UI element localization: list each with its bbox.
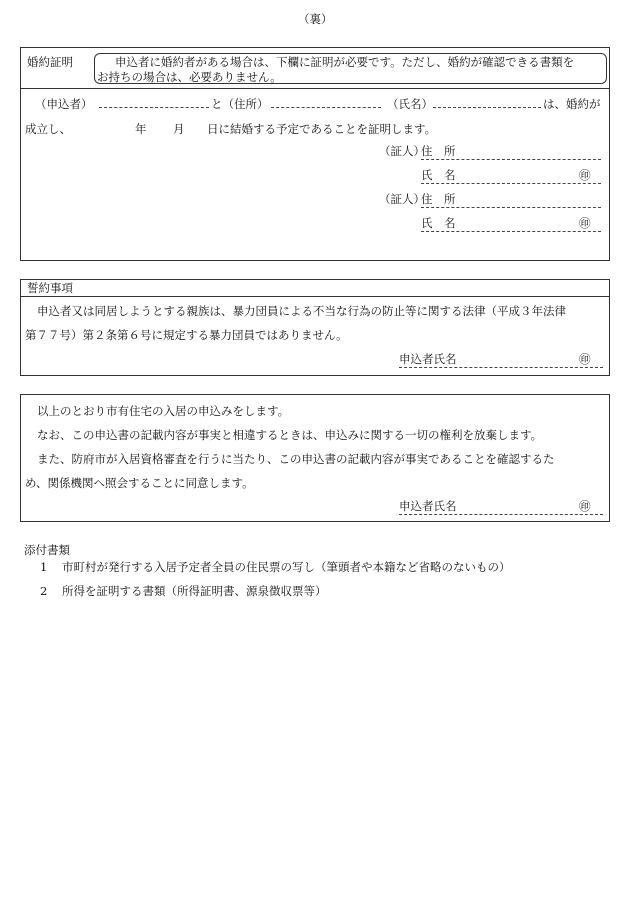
established-label: 成立し、: [25, 122, 71, 136]
witness1-seal-mark: ㊞: [579, 168, 591, 182]
certify-text: 日に結婚する予定であることを証明します。: [207, 122, 437, 136]
witness1-name-field[interactable]: [421, 182, 601, 184]
engaged-label: は、婚約が: [543, 97, 601, 111]
oath-signature-field[interactable]: [399, 366, 603, 368]
witness1-label: （証人）: [379, 144, 425, 158]
year-label: 年: [135, 122, 147, 136]
witness2-name-field[interactable]: [421, 230, 601, 232]
address-field[interactable]: [271, 106, 381, 108]
name-label: （氏名）: [387, 97, 433, 111]
oath-line1: 申込者又は同居しようとする親族は、暴力団員による不当な行為の防止等に関する法律（平成３年法律: [37, 304, 566, 318]
application-signature-label: 申込者氏名: [399, 499, 457, 513]
attachment-item-1-text: 市町村が発行する入居予定者全員の住民票の写し（筆頭者や本籍など省略のないもの）: [62, 560, 511, 574]
name-field[interactable]: [433, 106, 541, 108]
witness1-name-label: 氏 名: [421, 168, 456, 182]
oath-signature-label: 申込者氏名: [399, 352, 457, 366]
witness2-address-field[interactable]: [421, 206, 601, 208]
engagement-note-line2: お持ちの場合は、必要ありません。: [97, 70, 282, 84]
oath-divider: [21, 296, 609, 297]
application-section: [20, 394, 610, 522]
witness2-address-label: 住 所: [421, 192, 456, 206]
engagement-title: 婚約証明: [27, 55, 73, 69]
attachment-item-1-num: 1: [40, 560, 48, 574]
month-label: 月: [173, 122, 185, 136]
witness2-seal-mark: ㊞: [579, 216, 591, 230]
attachments-title: 添付書類: [24, 543, 70, 557]
attachment-item-2-num: 2: [40, 584, 48, 598]
oath-line2: 第７７号）第２条第６号に規定する暴力団員ではありません。: [25, 328, 348, 342]
engagement-note-line1: 申込者に婚約者がある場合は、下欄に証明が必要です。ただし、婚約が確認できる書類を: [115, 55, 575, 69]
engagement-divider: [21, 88, 609, 89]
address-label: と（住所）: [211, 97, 269, 111]
oath-title: 誓約事項: [27, 281, 73, 295]
witness2-label: （証人）: [379, 192, 425, 206]
engagement-section: [20, 47, 610, 261]
application-line2: なお、この申込書の記載内容が事実と相違するときは、申込みに関する一切の権利を放棄します。: [37, 428, 543, 442]
witness2-name-label: 氏 名: [421, 216, 456, 230]
witness1-address-label: 住 所: [421, 144, 456, 158]
applicant-field[interactable]: [99, 106, 209, 108]
application-signature-field[interactable]: [399, 513, 603, 515]
page-header: （裏）: [298, 12, 333, 26]
application-line4: め、関係機関へ照会することに同意します。: [25, 476, 254, 490]
application-seal-mark: ㊞: [579, 499, 591, 513]
oath-section: [20, 279, 610, 376]
application-line1: 以上のとおり市有住宅の入居の申込みをします。: [37, 404, 290, 418]
applicant-label: （申込者）: [35, 97, 93, 111]
oath-seal-mark: ㊞: [579, 352, 591, 366]
witness1-address-field[interactable]: [421, 158, 601, 160]
application-line3: また、防府市が入居資格審査を行うに当たり、この申込書の記載内容が事実であることを確認するた: [37, 452, 555, 466]
attachment-item-2-text: 所得を証明する書類（所得証明書、源泉徴収票等）: [62, 584, 327, 598]
